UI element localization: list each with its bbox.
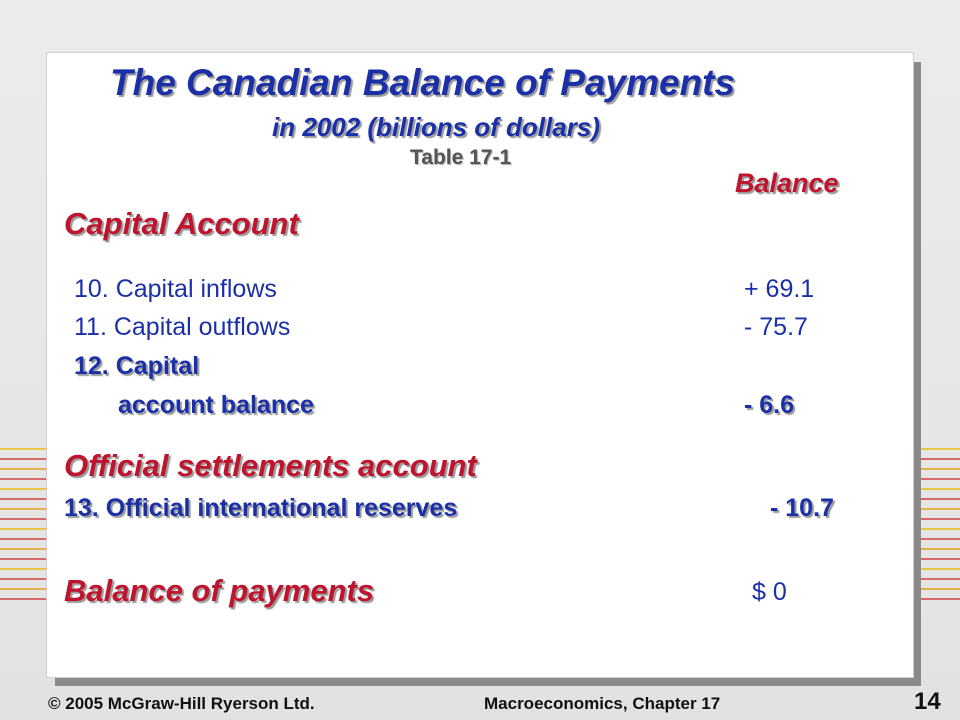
- slide-subtitle: in 2002 (billions of dollars): [272, 112, 600, 142]
- official-reserves-value: - 10.7: [770, 494, 834, 522]
- capital-inflows-value: + 69.1: [744, 275, 815, 303]
- slide-title: The Canadian Balance of Payments: [110, 62, 736, 103]
- footer-book: Macroeconomics, Chapter 17: [484, 694, 721, 713]
- capital-account-heading: Capital Account: [64, 206, 299, 241]
- official-settlements-heading: Official settlements account: [64, 448, 477, 483]
- balance-of-payments-value: $ 0: [752, 578, 787, 606]
- balance-column-header: Balance: [735, 168, 839, 198]
- official-reserves-label: 13. Official international reserves: [64, 494, 458, 522]
- capital-balance-label-line1: 12. Capital: [74, 352, 200, 380]
- capital-balance-label-line2: account balance: [118, 391, 314, 419]
- capital-outflows-label: 11. Capital outflows: [74, 313, 291, 341]
- balance-of-payments-heading: Balance of payments: [64, 573, 375, 608]
- capital-outflows-value: - 75.7: [744, 313, 808, 341]
- table-number: Table 17-1: [410, 146, 512, 169]
- page-number: 14: [914, 688, 941, 715]
- capital-balance-value: - 6.6: [744, 391, 795, 419]
- footer-copyright: © 2005 McGraw-Hill Ryerson Ltd.: [48, 694, 315, 713]
- capital-inflows-label: 10. Capital inflows: [74, 275, 277, 303]
